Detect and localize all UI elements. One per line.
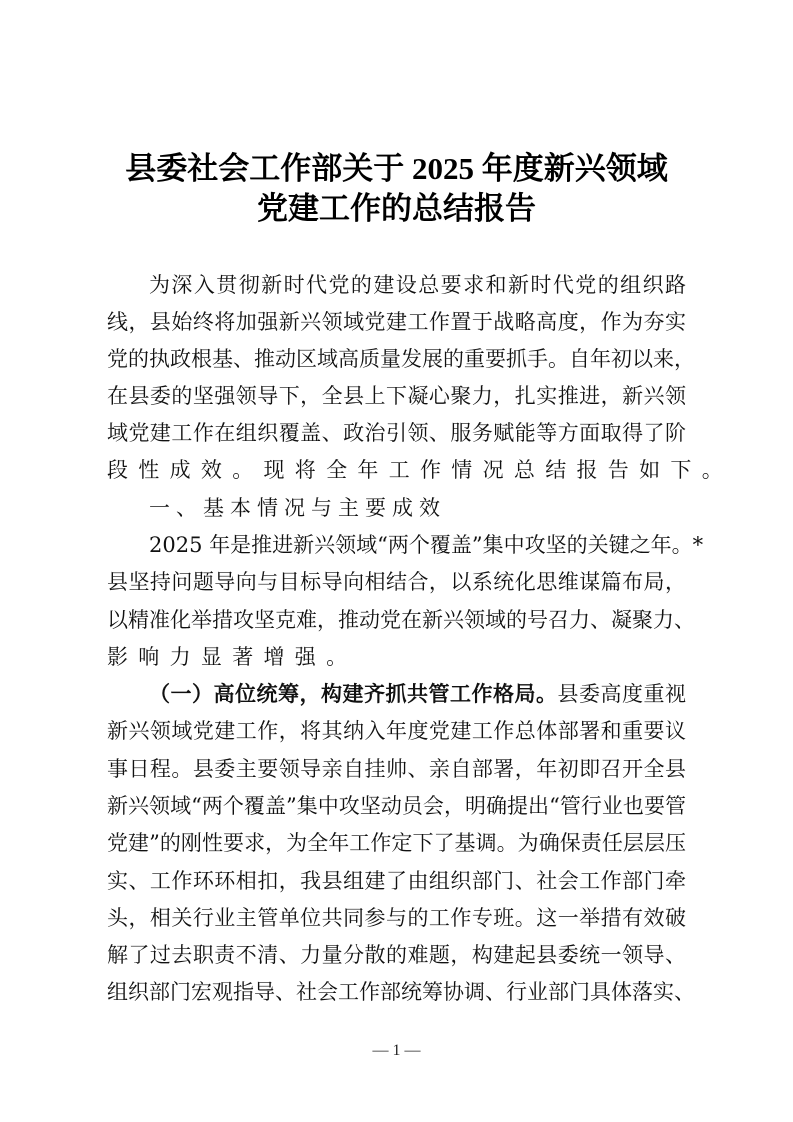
subsection-heading: （一）高位统筹，构建齐抓共管工作格局。 <box>149 681 558 706</box>
subsection-line: 党建”的刚性要求，为全年工作定下了基调。为确保责任层层压 <box>107 831 686 855</box>
page-number: — 1 — <box>372 1042 421 1059</box>
intro-line: 线，县始终将加强新兴领域党建工作置于战略高度，作为夯实 <box>107 310 686 334</box>
subsection-first-line <box>149 679 686 709</box>
subsection-text: 县委高度重视 <box>557 682 686 706</box>
subsection-line: 头，相关行业主管单位共同参与的工作专班。这一举措有效破 <box>107 906 686 930</box>
section1-line: 县坚持问题导向与目标导向相结合，以系统化思维谋篇布局， <box>107 570 686 594</box>
subsection-line: 解了过去职责不清、力量分散的难题，构建起县委统一领导、 <box>107 943 686 967</box>
intro-line: 为深入贯彻新时代党的建设总要求和新时代党的组织路 <box>149 273 686 297</box>
intro-line: 党的执政根基、推动区域高质量发展的重要抓手。自年初以来， <box>107 347 695 371</box>
intro-line: 段性成效。现将全年工作情况总结报告如下。 <box>107 458 733 482</box>
subsection-line: 实、工作环环相扣，我县组建了由组织部门、社会工作部门牵 <box>107 869 686 893</box>
section1-line: 影响力显著增强。 <box>107 645 358 669</box>
section1-line: 以精准化举措攻坚克难，推动党在新兴领域的号召力、凝聚力、 <box>107 608 695 632</box>
intro-line: 域党建工作在组织覆盖、政治引领、服务赋能等方面取得了阶 <box>107 421 686 445</box>
document-title-line-2: 党建工作的总结报告 <box>257 191 536 226</box>
subsection-line: 新兴领域“两个覆盖”集中攻坚动员会，明确提出“管行业也要管 <box>107 794 686 818</box>
subsection-line: 组织部门宏观指导、社会工作部统筹协调、行业部门具体落实、 <box>107 980 695 1004</box>
section1-line: 2025 年是推进新兴领域“两个覆盖”集中攻坚的关键之年。* <box>149 533 704 557</box>
section-heading: 一、基本情况与主要成效 <box>149 496 446 520</box>
intro-line: 在县委的坚强领导下，全县上下凝心聚力，扎实推进，新兴领 <box>107 384 686 408</box>
subsection-line: 新兴领域党建工作，将其纳入年度党建工作总体部署和重要议 <box>107 719 686 743</box>
document-title-line-1: 县委社会工作部关于 2025 年度新兴领域 <box>125 151 668 186</box>
subsection-line: 事日程。县委主要领导亲自挂帅、亲自部署，年初即召开全县 <box>107 757 686 781</box>
